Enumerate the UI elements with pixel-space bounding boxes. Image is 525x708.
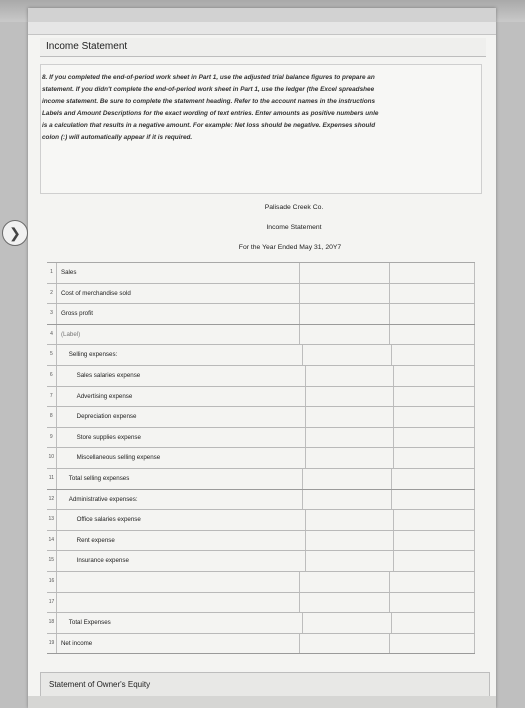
table-row bbox=[47, 366, 475, 387]
row-number: 17 bbox=[47, 593, 57, 613]
amount-cell[interactable] bbox=[394, 551, 475, 571]
amount-cell[interactable] bbox=[303, 469, 392, 489]
amount-cell[interactable] bbox=[303, 490, 392, 510]
next-page-button[interactable] bbox=[2, 220, 28, 246]
chevron-right-icon: ❯ bbox=[9, 224, 21, 241]
row-number: 13 bbox=[47, 510, 57, 530]
table-row bbox=[47, 551, 475, 572]
instruction-line: 8. If you completed the end-of-period work sheet in Part 1, use the adjusted trial balance figures to prepare an bbox=[42, 74, 375, 81]
row-number: 3 bbox=[47, 304, 57, 324]
amount-cell[interactable] bbox=[394, 387, 475, 407]
account-label-cell[interactable] bbox=[57, 593, 300, 613]
account-label-cell[interactable]: Net income bbox=[57, 634, 300, 654]
amount-cell[interactable] bbox=[390, 572, 475, 592]
table-row bbox=[47, 469, 475, 490]
amount-cell[interactable] bbox=[300, 284, 391, 304]
amount-cell[interactable] bbox=[390, 284, 475, 304]
amount-cell[interactable] bbox=[303, 345, 392, 365]
amount-cell[interactable] bbox=[394, 531, 475, 551]
account-label-cell[interactable]: Office salaries expense bbox=[57, 510, 307, 530]
row-number: 7 bbox=[47, 387, 57, 407]
statement-period[interactable]: For the Year Ended May 31, 20Y7 bbox=[238, 244, 342, 251]
row-number: 4 bbox=[47, 325, 57, 345]
amount-cell[interactable] bbox=[394, 448, 475, 468]
table-row bbox=[47, 510, 475, 531]
amount-cell[interactable] bbox=[394, 407, 475, 427]
table-row bbox=[47, 284, 475, 305]
amount-cell[interactable] bbox=[390, 593, 475, 613]
table-row bbox=[47, 304, 475, 325]
row-number: 16 bbox=[47, 572, 57, 592]
amount-cell[interactable] bbox=[392, 490, 475, 510]
table-row bbox=[47, 593, 475, 614]
account-label-cell[interactable]: Administrative expenses: bbox=[57, 490, 303, 510]
statement-name[interactable]: Income Statement bbox=[266, 224, 322, 231]
section-title: Income Statement bbox=[40, 38, 486, 57]
amount-cell[interactable] bbox=[300, 325, 391, 345]
account-label-cell[interactable]: Total selling expenses bbox=[57, 469, 303, 489]
amount-cell[interactable] bbox=[390, 634, 475, 654]
amount-cell[interactable] bbox=[390, 325, 475, 345]
account-label-cell[interactable] bbox=[57, 572, 300, 592]
amount-cell[interactable] bbox=[390, 263, 475, 283]
account-label-cell[interactable]: Rent expense bbox=[57, 531, 307, 551]
row-number: 19 bbox=[47, 634, 57, 654]
row-number: 15 bbox=[47, 551, 57, 571]
row-number: 12 bbox=[47, 490, 57, 510]
table-row bbox=[47, 428, 475, 449]
amount-cell[interactable] bbox=[306, 407, 393, 427]
amount-cell[interactable] bbox=[306, 531, 393, 551]
account-label-cell[interactable]: Advertising expense bbox=[57, 387, 307, 407]
worksheet-page bbox=[9, 8, 496, 708]
amount-cell[interactable] bbox=[394, 366, 475, 386]
account-label-cell[interactable]: (Label) bbox=[57, 325, 300, 345]
row-number: 2 bbox=[47, 284, 57, 304]
amount-cell[interactable] bbox=[303, 613, 392, 633]
account-label-cell[interactable]: Total Expenses bbox=[57, 613, 303, 633]
row-number: 10 bbox=[47, 448, 57, 468]
previous-section-band bbox=[28, 8, 496, 23]
table-row bbox=[47, 613, 475, 634]
instruction-line: colon (:) will automatically appear if it is required. bbox=[42, 134, 193, 141]
row-number: 1 bbox=[47, 263, 57, 283]
row-number: 14 bbox=[47, 531, 57, 551]
table-row bbox=[47, 325, 475, 346]
row-number: 8 bbox=[47, 407, 57, 427]
amount-cell[interactable] bbox=[392, 469, 475, 489]
amount-cell[interactable] bbox=[390, 304, 475, 324]
amount-cell[interactable] bbox=[306, 448, 393, 468]
table-row bbox=[47, 572, 475, 593]
amount-cell[interactable] bbox=[394, 510, 475, 530]
table-row bbox=[47, 490, 475, 511]
amount-cell[interactable] bbox=[306, 551, 393, 571]
instruction-line: Labels and Amount Descriptions for the exact wording of text entries. Enter amounts as positive numbers unle bbox=[42, 110, 379, 117]
account-label-cell[interactable]: Selling expenses: bbox=[57, 345, 303, 365]
row-number: 11 bbox=[47, 469, 57, 489]
amount-cell[interactable] bbox=[306, 510, 393, 530]
page-bottom bbox=[28, 696, 496, 708]
amount-cell[interactable] bbox=[306, 387, 393, 407]
amount-cell[interactable] bbox=[300, 593, 391, 613]
previous-section-band-2 bbox=[28, 22, 496, 35]
company-name[interactable]: Palisade Creek Co. bbox=[264, 204, 324, 211]
account-label-cell[interactable]: Cost of merchandise sold bbox=[57, 284, 300, 304]
amount-cell[interactable] bbox=[306, 428, 393, 448]
row-number: 9 bbox=[47, 428, 57, 448]
account-label-cell[interactable]: Insurance expense bbox=[57, 551, 307, 571]
next-section-title[interactable]: Statement of Owner's Equity bbox=[40, 672, 490, 697]
table-row bbox=[47, 531, 475, 552]
account-label-cell[interactable]: Store supplies expense bbox=[57, 428, 307, 448]
account-label-cell[interactable]: Sales bbox=[57, 263, 300, 283]
table-row bbox=[47, 263, 475, 284]
account-label-cell[interactable]: Gross profit bbox=[57, 304, 300, 324]
instruction-line: statement. If you didn't complete the end-of-period work sheet in Part 1, use the ledger (the Excel spreadshee bbox=[42, 86, 375, 93]
table-row bbox=[47, 448, 475, 469]
amount-cell[interactable] bbox=[394, 428, 475, 448]
income-statement-grid bbox=[47, 262, 475, 654]
amount-cell[interactable] bbox=[306, 366, 393, 386]
table-row bbox=[47, 387, 475, 408]
amount-cell[interactable] bbox=[300, 263, 391, 283]
row-number: 18 bbox=[47, 613, 57, 633]
instructions bbox=[42, 72, 472, 144]
instruction-line: income statement. Be sure to complete the statement heading. Refer to the account names in the instructions bbox=[42, 98, 376, 105]
row-number: 5 bbox=[47, 345, 57, 365]
table-row bbox=[47, 345, 475, 366]
instruction-line: is a calculation that results in a negative amount. For example: Net loss should be negative. Expenses should bbox=[42, 122, 376, 129]
account-label-cell[interactable]: Sales salaries expense bbox=[57, 366, 307, 386]
amount-cell[interactable] bbox=[300, 572, 391, 592]
amount-cell[interactable] bbox=[392, 345, 475, 365]
account-label-cell[interactable]: Miscellaneous selling expense bbox=[57, 448, 307, 468]
row-number: 6 bbox=[47, 366, 57, 386]
amount-cell[interactable] bbox=[300, 634, 391, 654]
amount-cell[interactable] bbox=[300, 304, 391, 324]
table-row bbox=[47, 634, 475, 655]
amount-cell[interactable] bbox=[392, 613, 475, 633]
table-row bbox=[47, 407, 475, 428]
account-label-cell[interactable]: Depreciation expense bbox=[57, 407, 307, 427]
